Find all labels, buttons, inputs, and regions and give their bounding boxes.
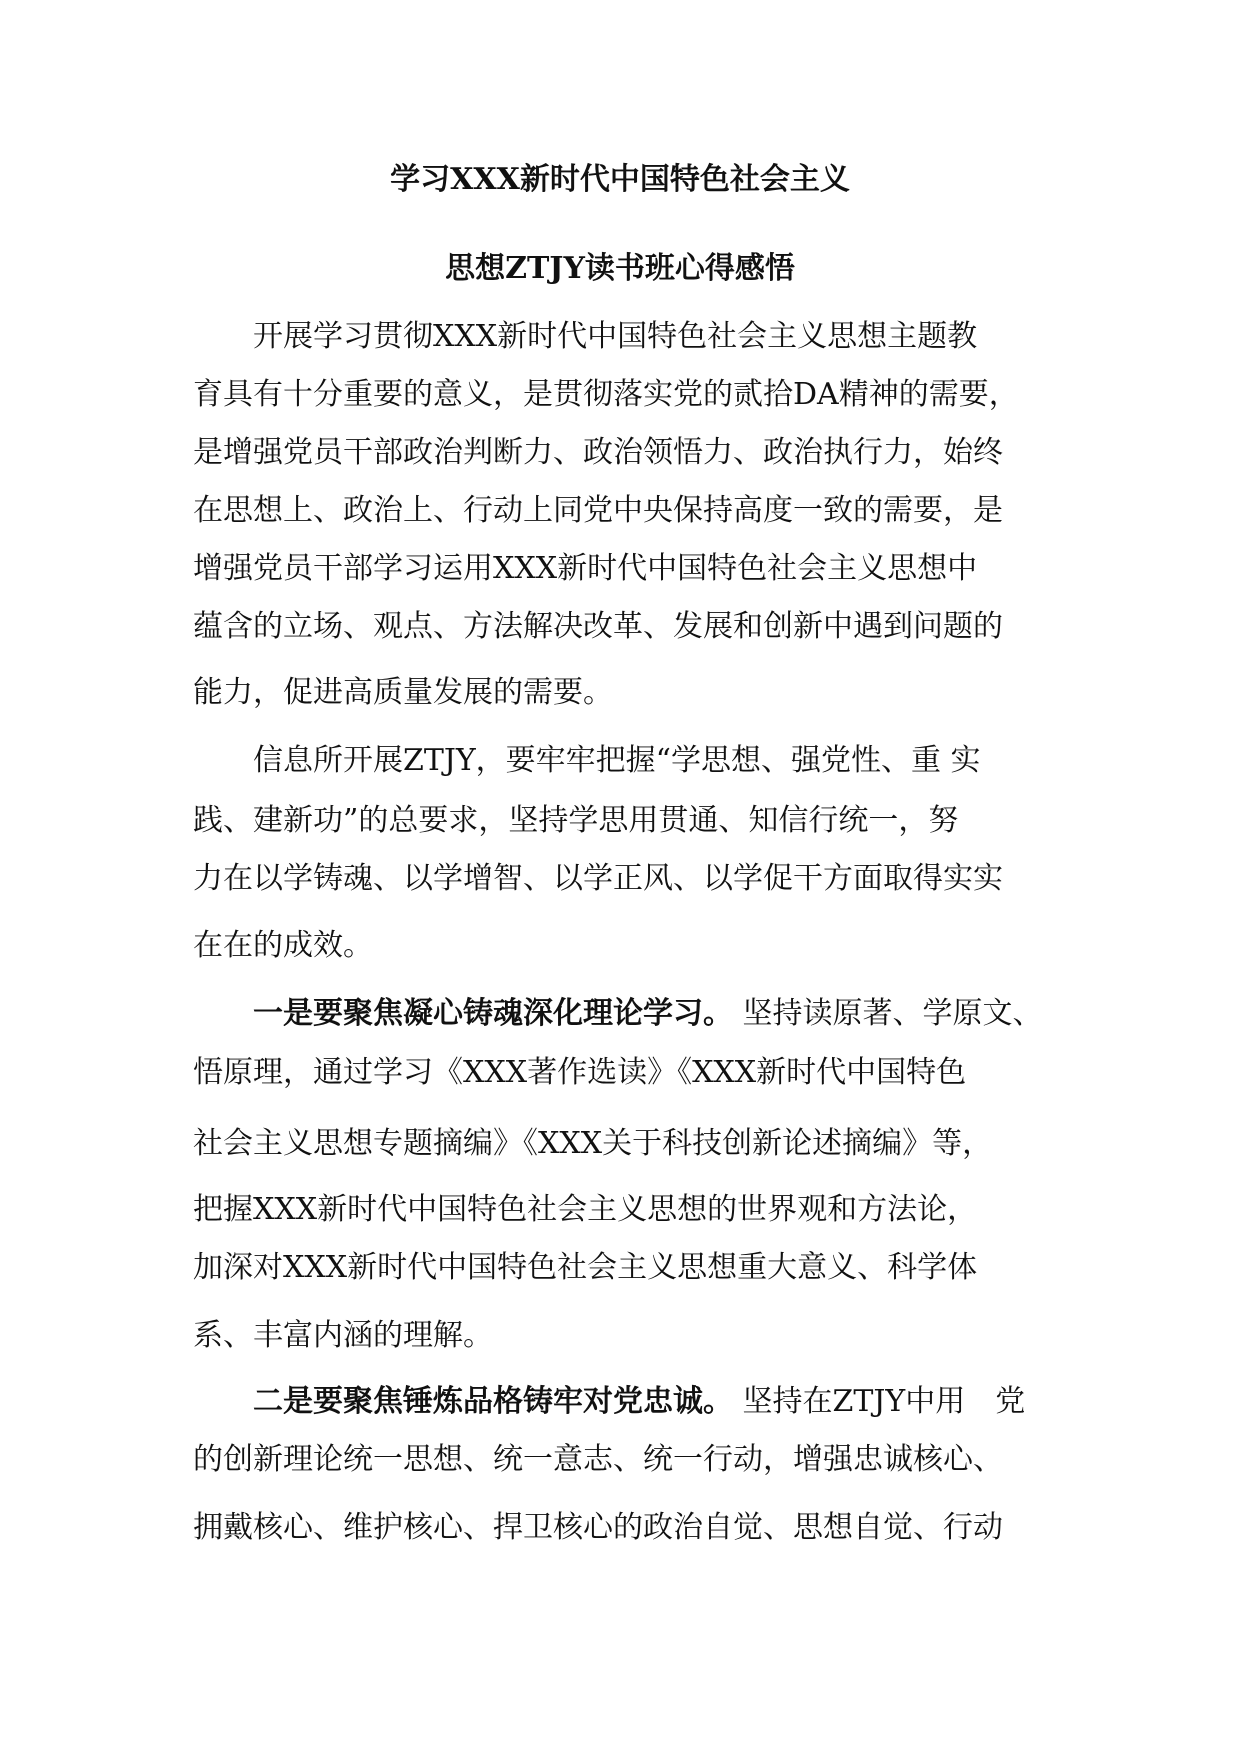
paragraph-3-line-5: 加深对XXX新时代中国特色社会主义思想重大意义、科学体 <box>193 1250 978 1285</box>
paragraph-4-first-rest: 坚持在ZTJY中用 党 <box>733 1384 1026 1419</box>
paragraph-2-line-4: 在在的成效。 <box>193 928 373 963</box>
paragraph-1-line-6: 蕴含的立场、观点、方法解决改革、发展和创新中遇到问题的 <box>193 609 1003 644</box>
paragraph-3-line-1 <box>253 994 1043 1034</box>
paragraph-2-line-1: 信息所开展ZTJY，要牢牢把握“学思想、强党性、重 实 <box>253 743 981 778</box>
paragraph-1-line-7: 能力，促进高质量发展的需要。 <box>193 675 613 710</box>
paragraph-2-line-2: 践、建新功”的总要求，坚持学思用贯通、知信行统一，努 <box>193 803 959 838</box>
paragraph-1-line-4: 在思想上、政治上、行动上同党中央保持高度一致的需要，是 <box>193 493 1003 528</box>
paragraph-1-line-2: 育具有十分重要的意义，是贯彻落实党的贰拾DA精神的需要， <box>193 377 1019 412</box>
document-title-line2: 思想ZTJY读书班心得感悟 <box>445 251 795 286</box>
paragraph-3-line-3: 社会主义思想专题摘编》《XXX关于科技创新论述摘编》等， <box>193 1126 993 1161</box>
paragraph-3-line-4: 把握XXX新时代中国特色社会主义思想的世界观和方法论， <box>193 1192 978 1227</box>
paragraph-1-line-5: 增强党员干部学习运用XXX新时代中国特色社会主义思想中 <box>193 551 978 586</box>
paragraph-4-lead: 二是要聚焦锤炼品格铸牢对党忠诚。 <box>253 1384 733 1419</box>
paragraph-2-line-3: 力在以学铸魂、以学增智、以学正风、以学促干方面取得实实 <box>193 861 1003 896</box>
paragraph-1-line-3: 是增强党员干部政治判断力、政治领悟力、政治执行力，始终 <box>193 435 1003 470</box>
paragraph-4-line-3: 拥戴核心、维护核心、捍卫核心的政治自觉、思想自觉、行动 <box>193 1510 1003 1545</box>
paragraph-1-line-1: 开展学习贯彻XXX新时代中国特色社会主义思想主题教 <box>253 319 978 354</box>
paragraph-4-line-1 <box>253 1382 1025 1422</box>
paragraph-3-lead: 一是要聚焦凝心铸魂深化理论学习。 <box>253 996 733 1031</box>
document-title-line1: 学习XXX新时代中国特色社会主义 <box>390 162 850 197</box>
paragraph-3-line-6: 系、丰富内涵的理解。 <box>193 1318 493 1353</box>
paragraph-4-line-2: 的创新理论统一思想、统一意志、统一行动，增强忠诚核心、 <box>193 1442 1003 1477</box>
paragraph-3-line-2: 悟原理，通过学习《XXX著作选读》《XXX新时代中国特色 <box>193 1055 967 1090</box>
paragraph-3-first-rest: 坚持读原著、学原文、 <box>733 996 1043 1031</box>
